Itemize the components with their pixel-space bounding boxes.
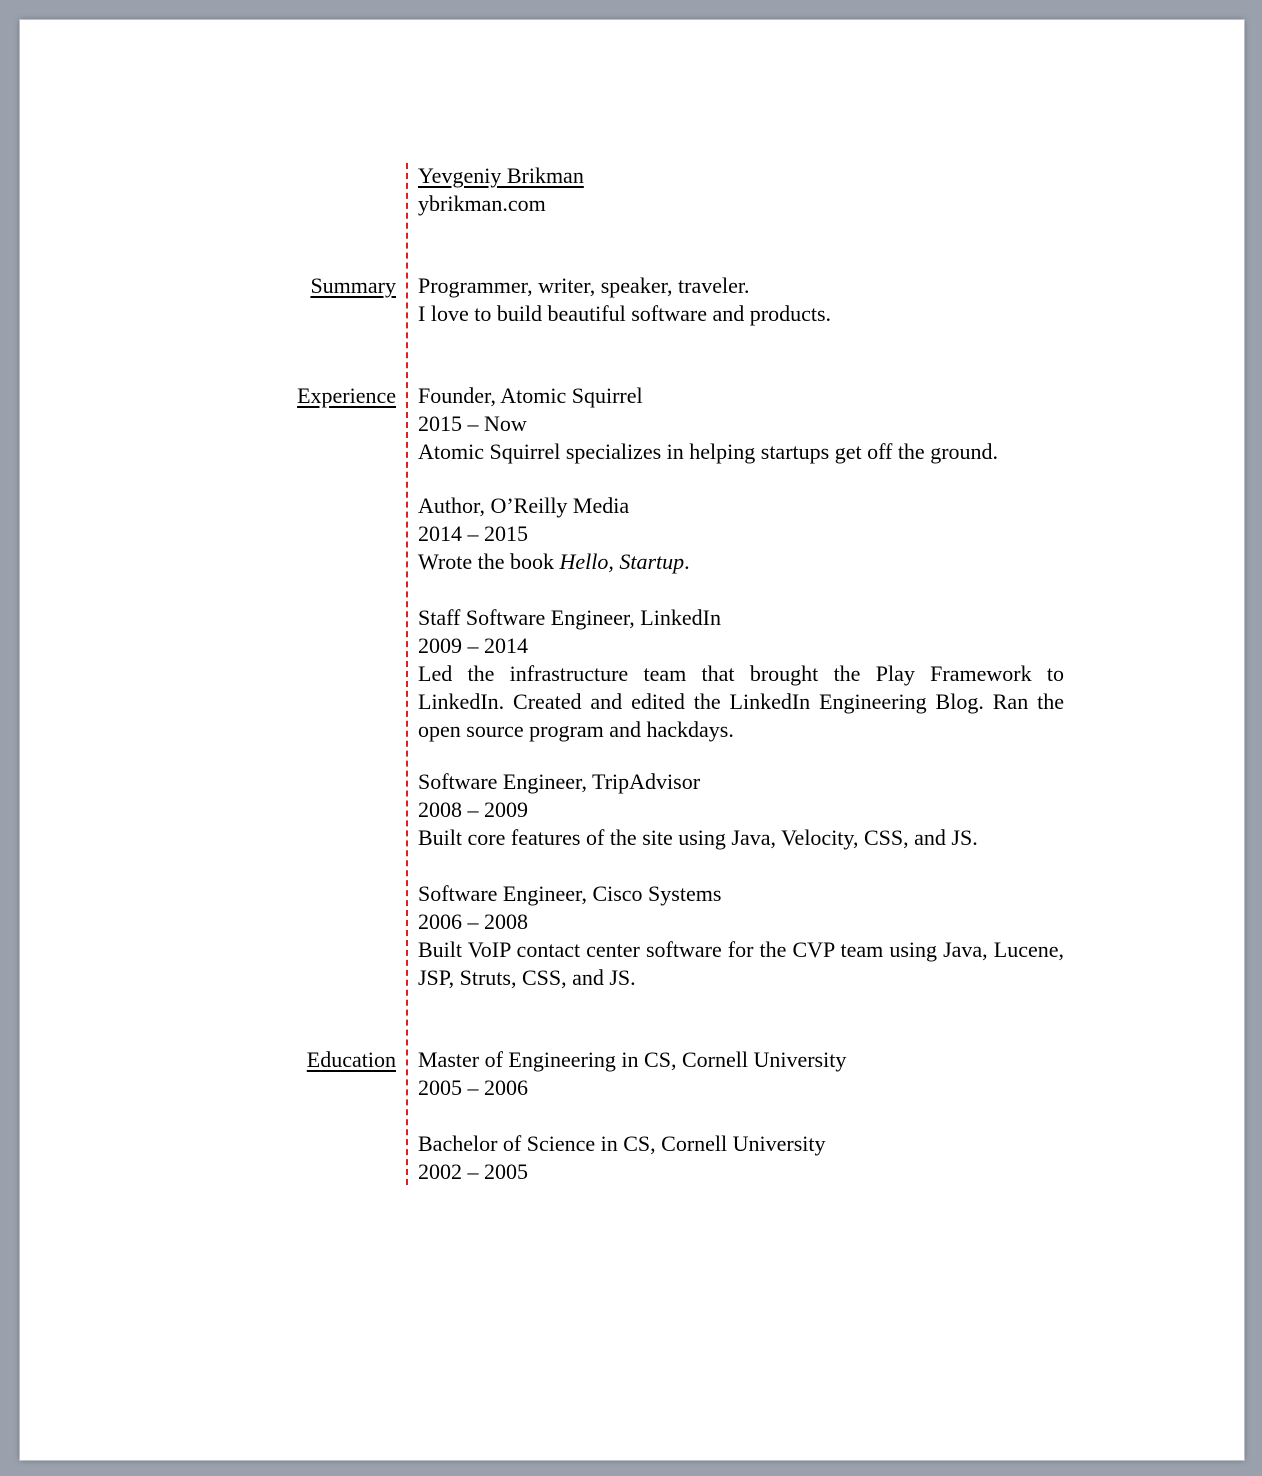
summary-line: I love to build beautiful software and products.	[418, 301, 832, 326]
education-heading: Education	[306, 1047, 396, 1072]
experience-heading: Experience	[297, 383, 396, 408]
summary-block	[418, 272, 1064, 328]
document-page	[20, 20, 1244, 1460]
job-title: Software Engineer, Cisco Systems	[418, 881, 722, 906]
summary-heading: Summary	[310, 273, 396, 298]
book-title: Hello, Startup	[559, 549, 685, 574]
job-description-text: .	[684, 549, 690, 574]
degree-title: Master of Engineering in CS, Cornell University	[418, 1047, 847, 1072]
job-dates: 2014 – 2015	[418, 521, 528, 546]
degree-entry	[418, 1046, 1064, 1102]
job-dates: 2009 – 2014	[418, 633, 528, 658]
job-description: Led the infrastructure team that brought the Play Framework to LinkedIn. Created and edited the LinkedIn Engineering Blog. Ran the open source program and hackdays.	[418, 661, 1064, 742]
summary-line: Programmer, writer, speaker, traveler.	[418, 273, 750, 298]
degree-title: Bachelor of Science in CS, Cornell University	[418, 1131, 826, 1156]
job-description: Built VoIP contact center software for the CVP team using Java, Lucene, JSP, Struts, CSS, and JS.	[418, 937, 1064, 990]
job-title: Staff Software Engineer, LinkedIn	[418, 605, 721, 630]
job-description-text: Wrote the book	[418, 549, 560, 574]
section-divider-line	[406, 163, 408, 1185]
resume	[20, 20, 1244, 1460]
degree-dates: 2005 – 2006	[418, 1075, 528, 1100]
job-title: Author, O’Reilly Media	[418, 493, 630, 518]
job-entry	[418, 880, 1064, 992]
job-dates: 2006 – 2008	[418, 909, 528, 934]
job-title: Founder, Atomic Squirrel	[418, 383, 643, 408]
job-dates: 2015 – Now	[418, 411, 527, 436]
job-dates: 2008 – 2009	[418, 797, 528, 822]
job-entry	[418, 492, 1064, 576]
job-description: Built core features of the site using Java, Velocity, CSS, and JS.	[418, 825, 978, 850]
degree-dates: 2002 – 2005	[418, 1159, 528, 1184]
job-title: Software Engineer, TripAdvisor	[418, 769, 701, 794]
header-block	[418, 162, 1064, 218]
job-entry	[418, 382, 1064, 466]
degree-entry	[418, 1130, 1064, 1186]
resume-website: ybrikman.com	[418, 191, 546, 216]
job-entry	[418, 604, 1064, 744]
job-description	[418, 548, 1064, 576]
resume-name: Yevgeniy Brikman	[418, 163, 584, 188]
job-description: Atomic Squirrel specializes in helping startups get off the ground.	[418, 439, 999, 464]
job-entry	[418, 768, 1064, 852]
